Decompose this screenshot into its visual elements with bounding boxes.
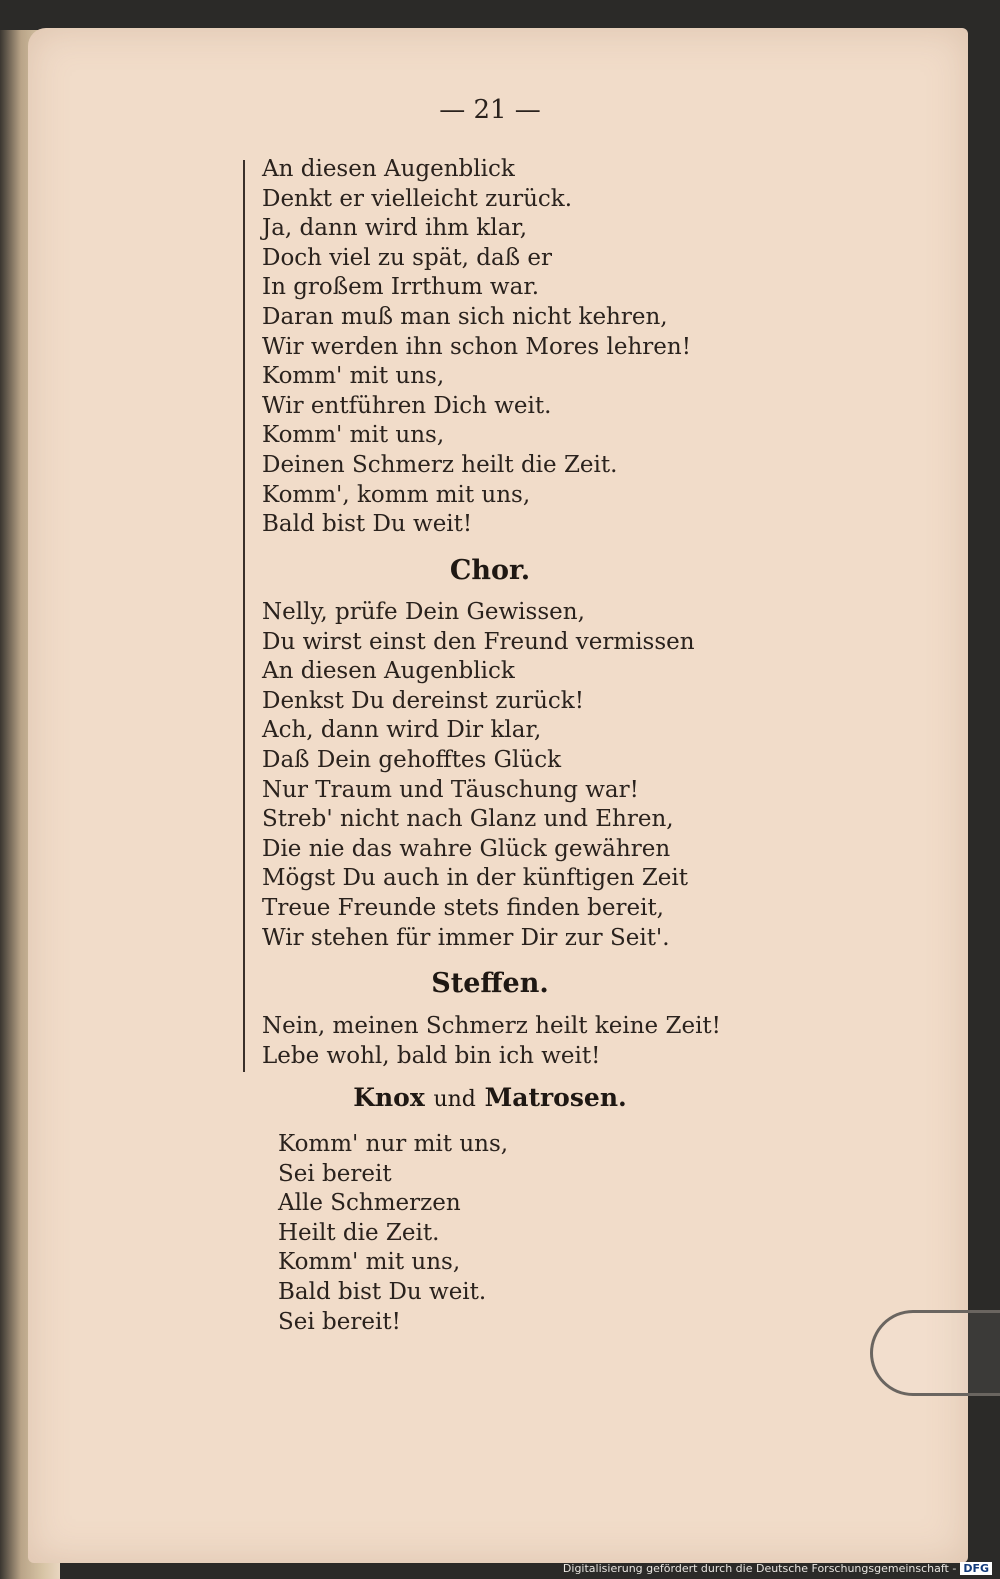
verse-line: An diesen Augenblick bbox=[262, 156, 515, 182]
heading-steffen: Steffen. bbox=[431, 968, 549, 999]
verse-line: Sei bereit bbox=[278, 1160, 392, 1187]
verse-line: Treue Freunde stets finden bereit, bbox=[262, 894, 664, 921]
verse-line: Bald bist Du weit! bbox=[262, 511, 473, 538]
verse-line: Du wirst einst den Freund vermissen bbox=[262, 628, 695, 655]
verse-block-1 bbox=[262, 155, 691, 540]
heading-knox-name: Knox bbox=[353, 1083, 425, 1112]
digitization-credit bbox=[563, 1562, 992, 1575]
verse-line: Ach, dann wird Dir klar, bbox=[262, 717, 542, 744]
verse-block-4 bbox=[278, 1130, 508, 1337]
verse-line: Denkst Du dereinst zurück! bbox=[262, 687, 584, 714]
verse-line: Alle Schmerzen bbox=[278, 1190, 461, 1217]
verse-line: Nur Traum und Täuschung war! bbox=[262, 776, 639, 803]
verse-line: Nelly, prüfe Dein Gewissen, bbox=[262, 599, 585, 625]
verse-line: Die nie das wahre Glück gewähren bbox=[262, 835, 671, 862]
verse-line: Bald bist Du weit. bbox=[278, 1278, 487, 1305]
heading-chor: Chor. bbox=[449, 555, 531, 586]
credit-text: Digitalisierung gefördert durch die Deutsche Forschungsgemeinschaft - bbox=[562, 1562, 957, 1575]
heading-knox-und: und bbox=[433, 1087, 476, 1112]
dfg-logo: DFG bbox=[960, 1562, 992, 1575]
heading-knox-matrosen bbox=[0, 1083, 980, 1112]
verse-line: Wir stehen für immer Dir zur Seit'. bbox=[262, 924, 670, 951]
verse-line: Denkt er vielleicht zurück. bbox=[262, 185, 573, 212]
verse-line: Komm' mit uns, bbox=[278, 1249, 461, 1276]
verse-line: An diesen Augenblick bbox=[262, 658, 515, 685]
verse-line: Komm' mit uns, bbox=[262, 422, 445, 449]
margin-bracket bbox=[243, 160, 245, 1072]
verse-line: Wir entführen Dich weit. bbox=[262, 392, 552, 419]
page-clip bbox=[870, 1310, 1000, 1396]
verse-line: In großem Irrthum war. bbox=[262, 274, 540, 301]
verse-line: Deinen Schmerz heilt die Zeit. bbox=[262, 451, 618, 478]
verse-line: Daß Dein gehofftes Glück bbox=[262, 746, 562, 773]
heading-knox-name2: Matrosen. bbox=[484, 1083, 627, 1112]
page-number: — 21 — bbox=[439, 95, 541, 125]
verse-line: Komm', komm mit uns, bbox=[262, 481, 531, 508]
verse-line: Heilt die Zeit. bbox=[278, 1219, 440, 1246]
verse-line: Lebe wohl, bald bin ich weit! bbox=[262, 1042, 601, 1069]
verse-line: Komm' nur mit uns, bbox=[278, 1131, 509, 1157]
verse-line: Streb' nicht nach Glanz und Ehren, bbox=[262, 806, 674, 833]
verse-block-3 bbox=[262, 1012, 721, 1071]
verse-line: Wir werden ihn schon Mores lehren! bbox=[262, 333, 691, 360]
verse-line: Nein, meinen Schmerz heilt keine Zeit! bbox=[262, 1013, 721, 1039]
verse-line: Daran muß man sich nicht kehren, bbox=[262, 303, 668, 330]
verse-line: Sei bereit! bbox=[278, 1308, 401, 1335]
verse-line: Komm' mit uns, bbox=[262, 363, 445, 390]
verse-block-2 bbox=[262, 598, 695, 953]
verse-line: Doch viel zu spät, daß er bbox=[262, 244, 552, 271]
verse-line: Mögst Du auch in der künftigen Zeit bbox=[262, 865, 689, 892]
verse-line: Ja, dann wird ihm klar, bbox=[262, 215, 528, 242]
